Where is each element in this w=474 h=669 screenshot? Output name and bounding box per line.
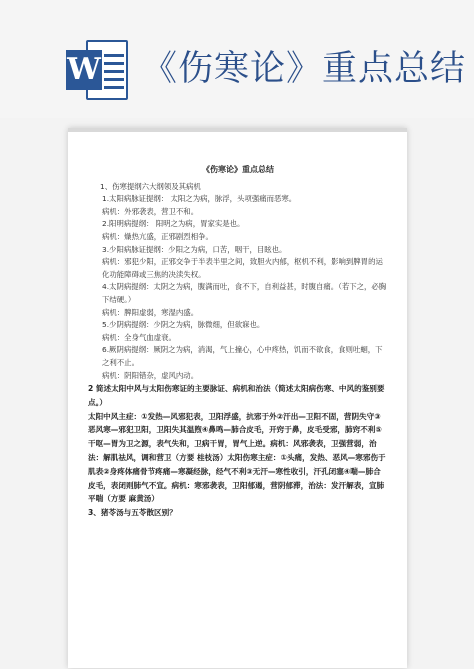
page-top-stripe <box>68 128 407 132</box>
document-content <box>88 164 388 520</box>
document-paragraph: 3、猪苓汤与五苓散区别？ <box>88 508 177 518</box>
document-page <box>68 128 407 668</box>
header-banner <box>0 0 474 118</box>
document-paragraph: 3.少阳病脉证提纲：少阳之为病，口苦，咽干，目眩也。 <box>102 244 287 254</box>
document-paragraph: 6.厥阴病提纲：厥阴之为病，消渴，气上撞心，心中疼热，饥而不欲食，食则吐蛔，下之利不止。 <box>102 345 383 367</box>
document-paragraph: 病机：脾阳虚弱，寒湿内盛。 <box>102 307 199 317</box>
document-paragraph: 2 简述太阳中风与太阳伤寒证的主要脉证、病机和治法（简述太阳病伤寒、中风的鉴别要点。） <box>88 384 385 407</box>
document-paragraph: 病机：外邪袭表，营卫不和。 <box>102 206 199 216</box>
word-document-icon <box>66 40 128 100</box>
document-paragraph: 2.阳明病提纲： 阳明之为病，胃家实是也。 <box>102 219 245 229</box>
document-paragraph: 病机：邪犯少阳，正邪交争于半表半里之间，致胆火内郁，枢机不利，影响到脾胃的运化功能障碍或三焦的决渎失权。 <box>102 257 383 279</box>
document-paragraph: 太阳中风主症：①发热—风邪犯表，卫阳浮盛，抗邪于外②汗出—卫阳不固，营阴失守③恶风寒—邪犯卫阳，卫阳失其温煦④鼻鸣—肺合皮毛，开窍于鼻，皮毛受邪，肺窍不利⑤干呕—胃为卫之源，表气失和，卫病干胃，胃气上逆。病机：风邪袭表，卫强营弱，治法：解肌祛风，调和营卫（方要 桂枝汤）太阳伤寒主症：①头痛，发热、恶风—寒邪伤于肌表②身疼体痛骨节疼痛—寒凝经脉，经气不利③无汗—寒性收引，汗孔闭塞④喘—肺合皮毛，表闭则肺气不宣。病机：寒邪袭表，卫阳郁遏，营阴郁滞，治法：发汗解表，宣肺平喘（方要 麻黄汤） <box>88 411 386 504</box>
banner-title: 《伤寒论》重点总结 <box>142 49 467 89</box>
document-paragraph: 病机：全身气血虚衰。 <box>102 332 176 342</box>
paragraph-list <box>88 181 388 520</box>
document-paragraph: 病机：阴阳错杂，虚风内动。 <box>102 370 199 380</box>
document-paragraph: 5.少阴病提纲：少阴之为病，脉微细，但欲寐也。 <box>102 320 265 330</box>
word-icon-badge: W <box>66 50 102 90</box>
document-title: 《伤寒论》重点总结 <box>202 165 274 174</box>
document-paragraph: 1、伤寒提纲六大纲领及其病机 <box>100 181 201 191</box>
document-paragraph: 病机：燥热亢盛，正邪剧烈相争。 <box>102 231 213 241</box>
document-paragraph: 1.太阳病脉证提纲： 太阳之为病，脉浮，头项强痛而恶寒。 <box>102 194 297 204</box>
document-paragraph: 4.太阴病提纲：太阴之为病，腹满而吐，食不下，自利益甚，时腹自痛。（若下之，必胸下结硬。） <box>102 282 387 304</box>
